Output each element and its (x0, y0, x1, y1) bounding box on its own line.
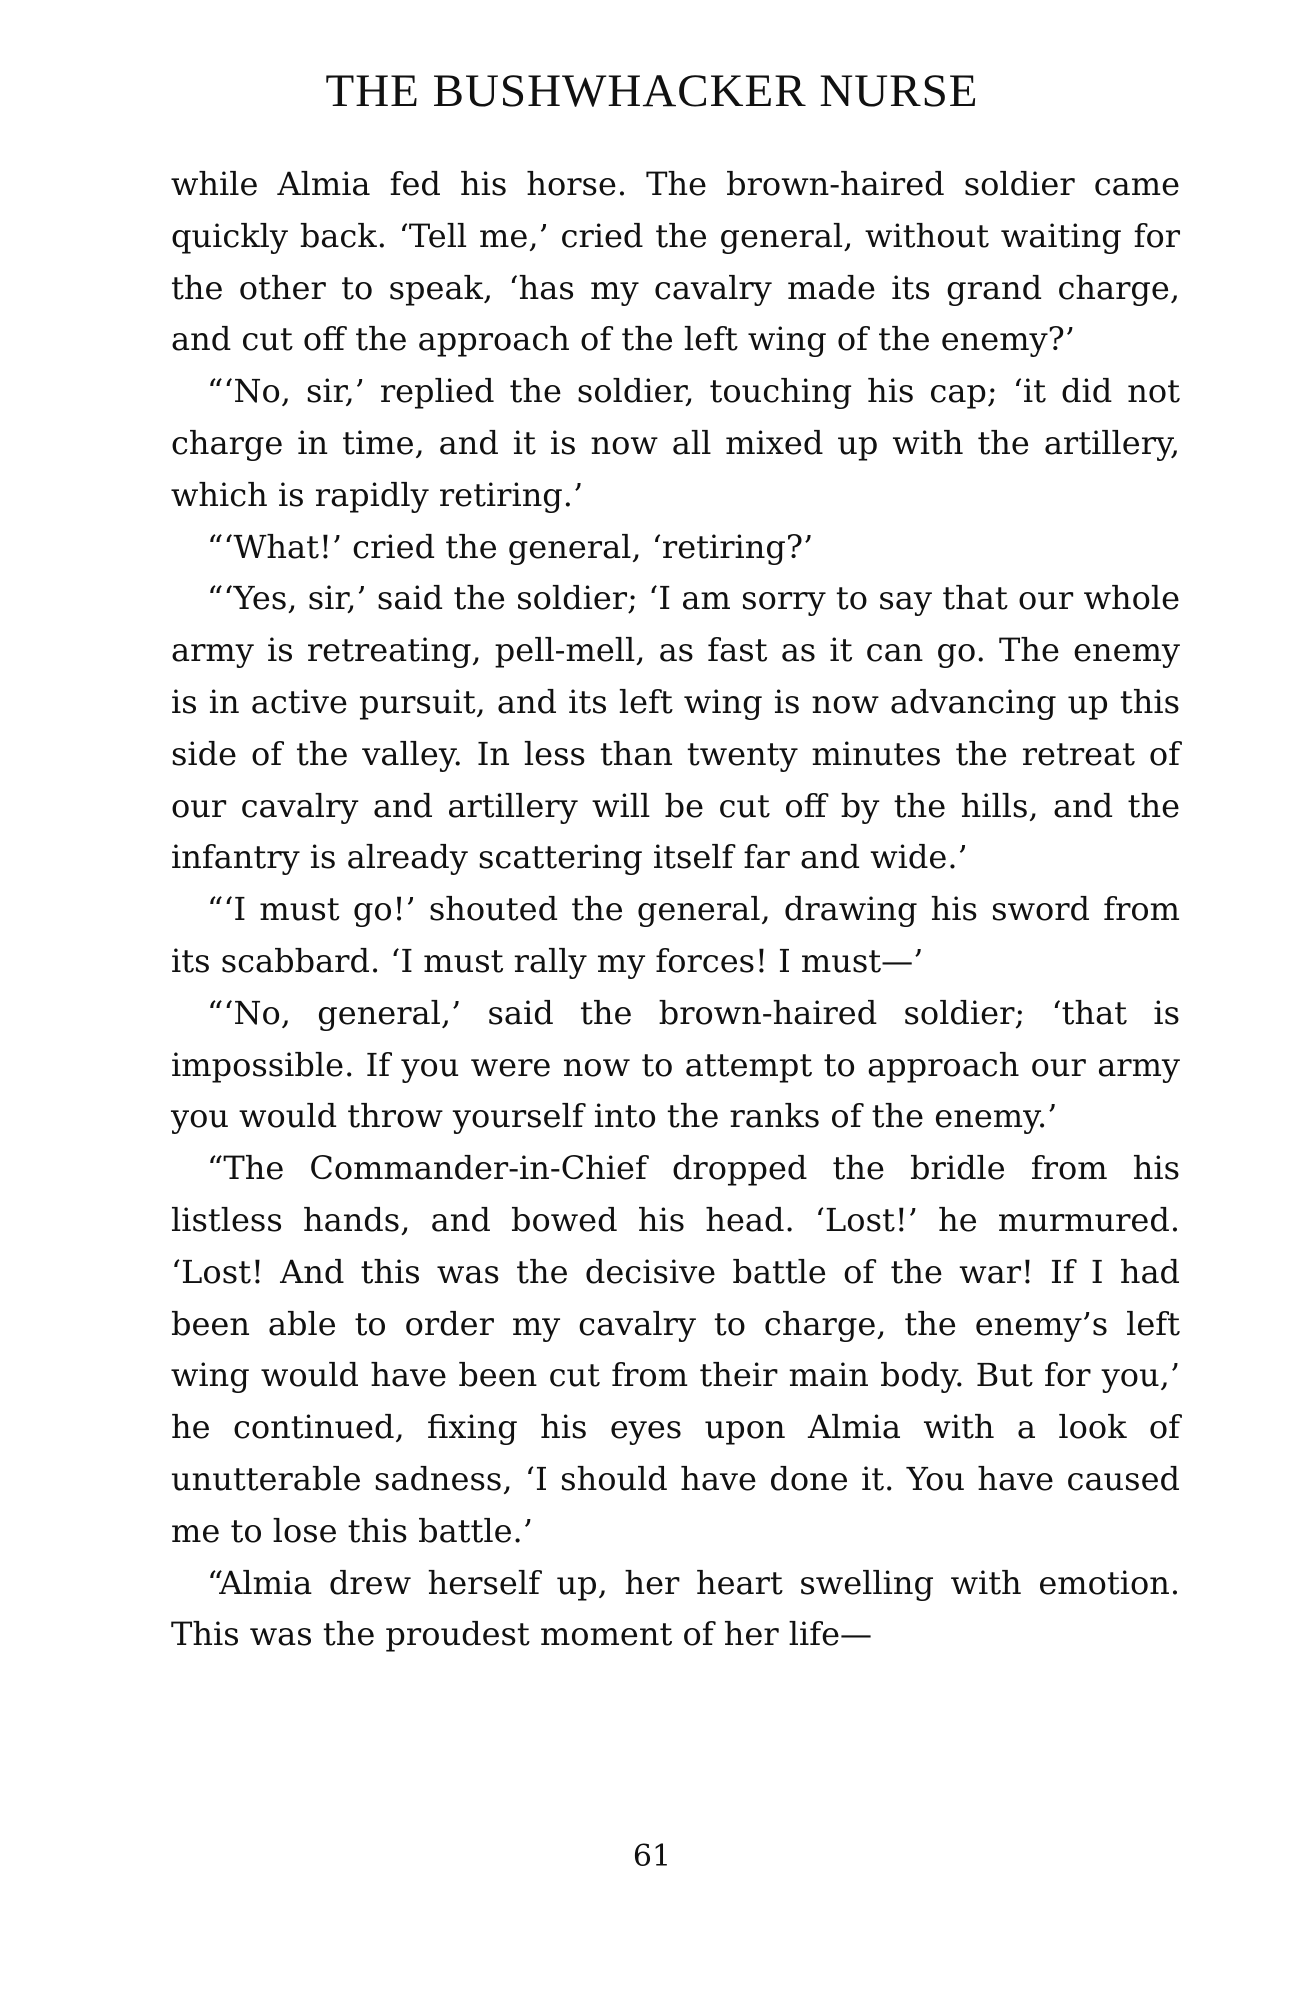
paragraph: “‘No, general,’ said the brown-haired soldier; ‘that is impossible. If you were now to attempt to approach our army you would throw yourself into the ranks of the enemy.’ (171, 993, 1180, 1136)
paragraph: “The Commander-in-Chief dropped the bridle from his listless hands, and bowed his head. ‘Lost!’ he murmured. ‘Lost! And this was the decisive battle of the war! If I had been able to order my cavalry to charge, the enemy’s left wing would have been cut from their main body. But for you,’ he continued, fixing his eyes upon Almia with a look of unutterable sadness, ‘I should have done it. You have caused me to lose this battle.’ (171, 1149, 1180, 1550)
paragraph: “‘I must go!’ shouted the general, drawing his sword from its scabbard. ‘I must rally my forces! I must—’ (171, 890, 1180, 980)
running-title: THE BUSHWHACKER NURSE (325, 65, 979, 117)
paragraph: “‘What!’ cried the general, ‘retiring?’ (207, 527, 814, 566)
paragraph: “‘Yes, sir,’ said the soldier; ‘I am sorry to say that our whole army is retreating, pell-mell, as fast as it can go. The enemy is in active pursuit, and its left wing is now advancing up this side of the valley. In less than twenty minutes the retreat of our cavalry and artillery will be cut off by the hills, and the infantry is already scattering itself far and wide.’ (171, 579, 1180, 877)
paragraph: “‘No, sir,’ replied the soldier, touching his cap; ‘it did not charge in time, and it is now all mixed up with the artillery, which is rapidly retiring.’ (171, 372, 1180, 514)
paragraph: “Almia drew herself up, her heart swelling with emotion. This was the proudest moment of her life— (171, 1563, 1180, 1654)
page-number: 61 (632, 1839, 672, 1874)
paragraph-continued: while Almia fed his horse. The brown-haired soldier came quickly back. ‘Tell me,’ cried the general, without waiting for the other to speak, ‘has my cavalry made its grand charge, and cut off the approach of the left wing of the enemy?’ (171, 165, 1180, 359)
body-text (171, 159, 1180, 1661)
